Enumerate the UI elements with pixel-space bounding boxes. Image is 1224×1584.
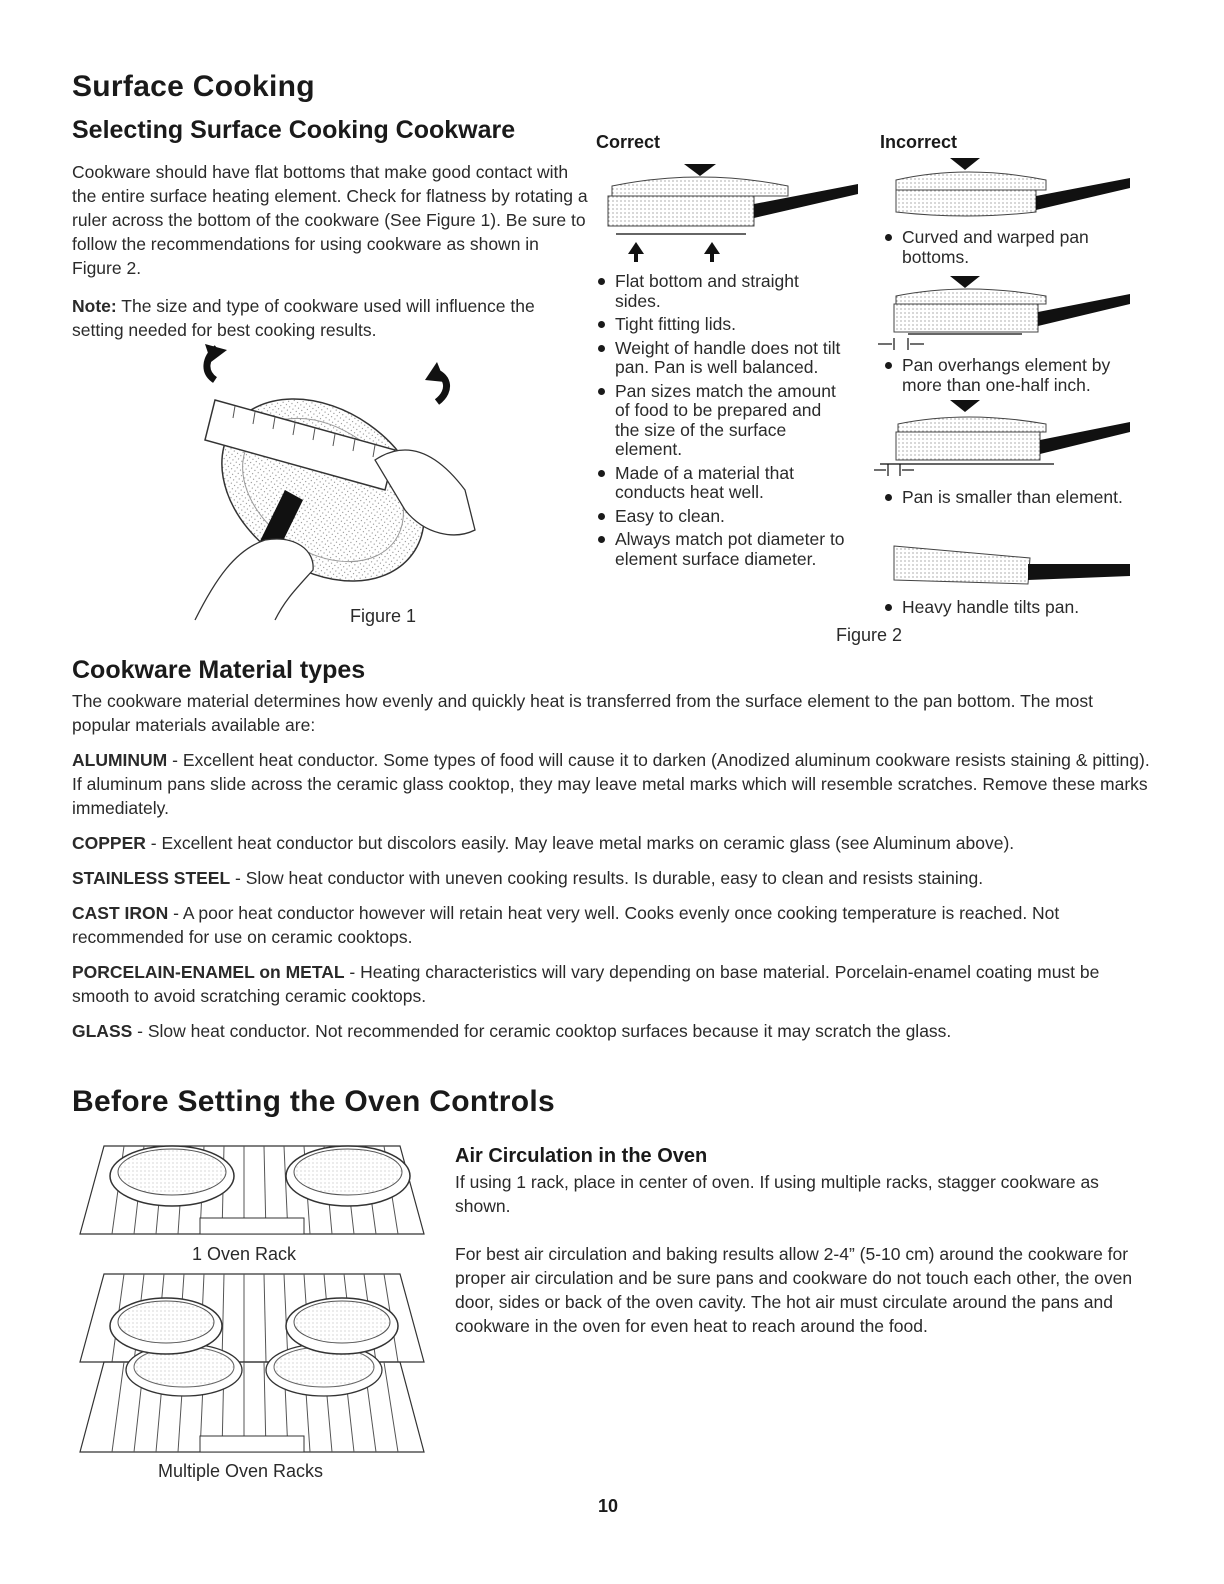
selecting-intro: Cookware should have flat bottoms that make good contact with the entire surface heating element. Check for flatness by rotating a ruler across the bottom of the cookware (See Figure 1). Be sure to follow the recommendations for using cookware as shown in Figure 2. — [72, 162, 588, 278]
air-heading: Air Circulation in the Oven — [455, 1145, 708, 1167]
material-item: GLASS - Slow heat conductor. Not recommended for ceramic cooktop surfaces because it may scratch the glass. — [72, 1021, 952, 1041]
selecting-note — [72, 294, 582, 342]
page-number: 10 — [598, 1496, 619, 1516]
list-item: Easy to clean. — [593, 507, 848, 527]
materials-heading: Cookware Material types — [72, 656, 366, 684]
list-item: Always match pot diameter to element surface diameter. — [593, 530, 848, 569]
incorrect-list-4 — [880, 598, 1140, 622]
incorrect-list-1 — [880, 228, 1140, 271]
correct-list — [593, 272, 848, 573]
list-item: Weight of handle does not tilt pan. Pan is well balanced. — [593, 339, 848, 378]
rotate-arrow-right-icon — [425, 362, 447, 402]
figure1-flatness-illustration — [175, 340, 485, 640]
material-item: COPPER - Excellent heat conductor but discolors easily. May leave metal marks on ceramic glass (see Aluminum above). — [72, 833, 1015, 853]
incorrect-list-2 — [880, 356, 1140, 399]
material-item: CAST IRON - A poor heat conductor however will retain heat very well. Cooks evenly once cooking temperature is reached. Not recommended for use on ceramic cooktops. — [72, 903, 1060, 947]
incorrect-pan-curved-illustration — [886, 154, 1136, 224]
oven-heading: Before Setting the Oven Controls — [72, 1085, 555, 1118]
list-item: Curved and warped pan bottoms. — [880, 228, 1140, 267]
figure1-caption: Figure 1 — [350, 606, 417, 626]
lid-knob — [684, 164, 716, 176]
list-item: Made of a material that conducts heat well. — [593, 464, 848, 503]
note-label: Note: — [72, 296, 117, 316]
page-title: Surface Cooking — [72, 70, 315, 103]
selecting-heading: Selecting Surface Cooking Cookware — [72, 116, 516, 144]
list-item: Pan overhangs element by more than one-half inch. — [880, 356, 1140, 395]
figure2-caption: Figure 2 — [836, 625, 903, 645]
cake-pan-upper-left — [110, 1298, 222, 1354]
correct-pan-illustration — [596, 156, 866, 266]
list-item: Tight fitting lids. — [593, 315, 848, 335]
incorrect-pan-heavy-handle-illustration — [880, 536, 1136, 592]
up-arrow-icon — [628, 242, 644, 262]
incorrect-list-3 — [880, 488, 1140, 512]
air-section — [455, 1170, 1135, 1349]
material-item: STAINLESS STEEL - Slow heat conductor with uneven cooking results. Is durable, easy to clean and resists staining. — [72, 868, 984, 888]
dimension-arrows-icon — [874, 464, 914, 476]
up-arrow-icon — [704, 242, 720, 262]
material-item: PORCELAIN-ENAMEL on METAL - Heating characteristics will vary depending on base material. Porcelain-enamel coating must be smooth to avoid scratching ceramic cooktops. — [72, 962, 1100, 1006]
list-item: Heavy handle tilts pan. — [880, 598, 1140, 618]
air-para-2: For best air circulation and baking results allow 2-4” (5-10 cm) around the cookware for proper air circulation and be sure pans and cookware do not touch each other, the oven door, sides or back of the oven cavity. The hot air must circulate around the pans and cookware in the oven for even heat to reach around the food. — [455, 1244, 1133, 1336]
list-item: Pan is smaller than element. — [880, 488, 1140, 508]
one-rack-illustration — [72, 1142, 432, 1242]
one-rack-caption: 1 Oven Rack — [192, 1244, 297, 1264]
incorrect-pan-small-illustration — [870, 398, 1136, 482]
multi-rack-caption: Multiple Oven Racks — [158, 1461, 324, 1481]
materials-intro: The cookware material determines how evenly and quickly heat is transferred from the surface element to the pan bottom. The most popular materials available are: — [72, 691, 1094, 735]
note-text: The size and type of cookware used will influence the setting needed for best cooking results. — [72, 296, 535, 340]
list-item: Flat bottom and straight sides. — [593, 272, 848, 311]
multiple-racks-illustration — [72, 1270, 432, 1460]
air-para-1: If using 1 rack, place in center of oven. If using multiple racks, stagger cookware as shown. — [455, 1172, 1099, 1216]
incorrect-pan-overhang-illustration — [872, 272, 1136, 354]
incorrect-heading: Incorrect — [880, 132, 958, 152]
materials-section — [72, 689, 1152, 1054]
cake-pan-left — [110, 1146, 234, 1206]
list-item: Pan sizes match the amount of food to be prepared and the size of the surface element. — [593, 382, 848, 460]
dimension-arrows-icon — [878, 338, 924, 350]
cake-pan-upper-right — [286, 1298, 398, 1354]
rotate-arrow-left-icon — [205, 344, 227, 380]
hand-left — [195, 539, 313, 620]
material-item: ALUMINUM - Excellent heat conductor. Some types of food will cause it to darken (Anodized aluminum cookware resists staining & pitting). If aluminum pans slide across the ceramic glass cooktop, they may leave metal marks which will resemble scratches. Remove these marks immediately. — [72, 750, 1150, 818]
correct-heading: Correct — [596, 132, 661, 152]
cake-pan-right — [286, 1146, 410, 1206]
